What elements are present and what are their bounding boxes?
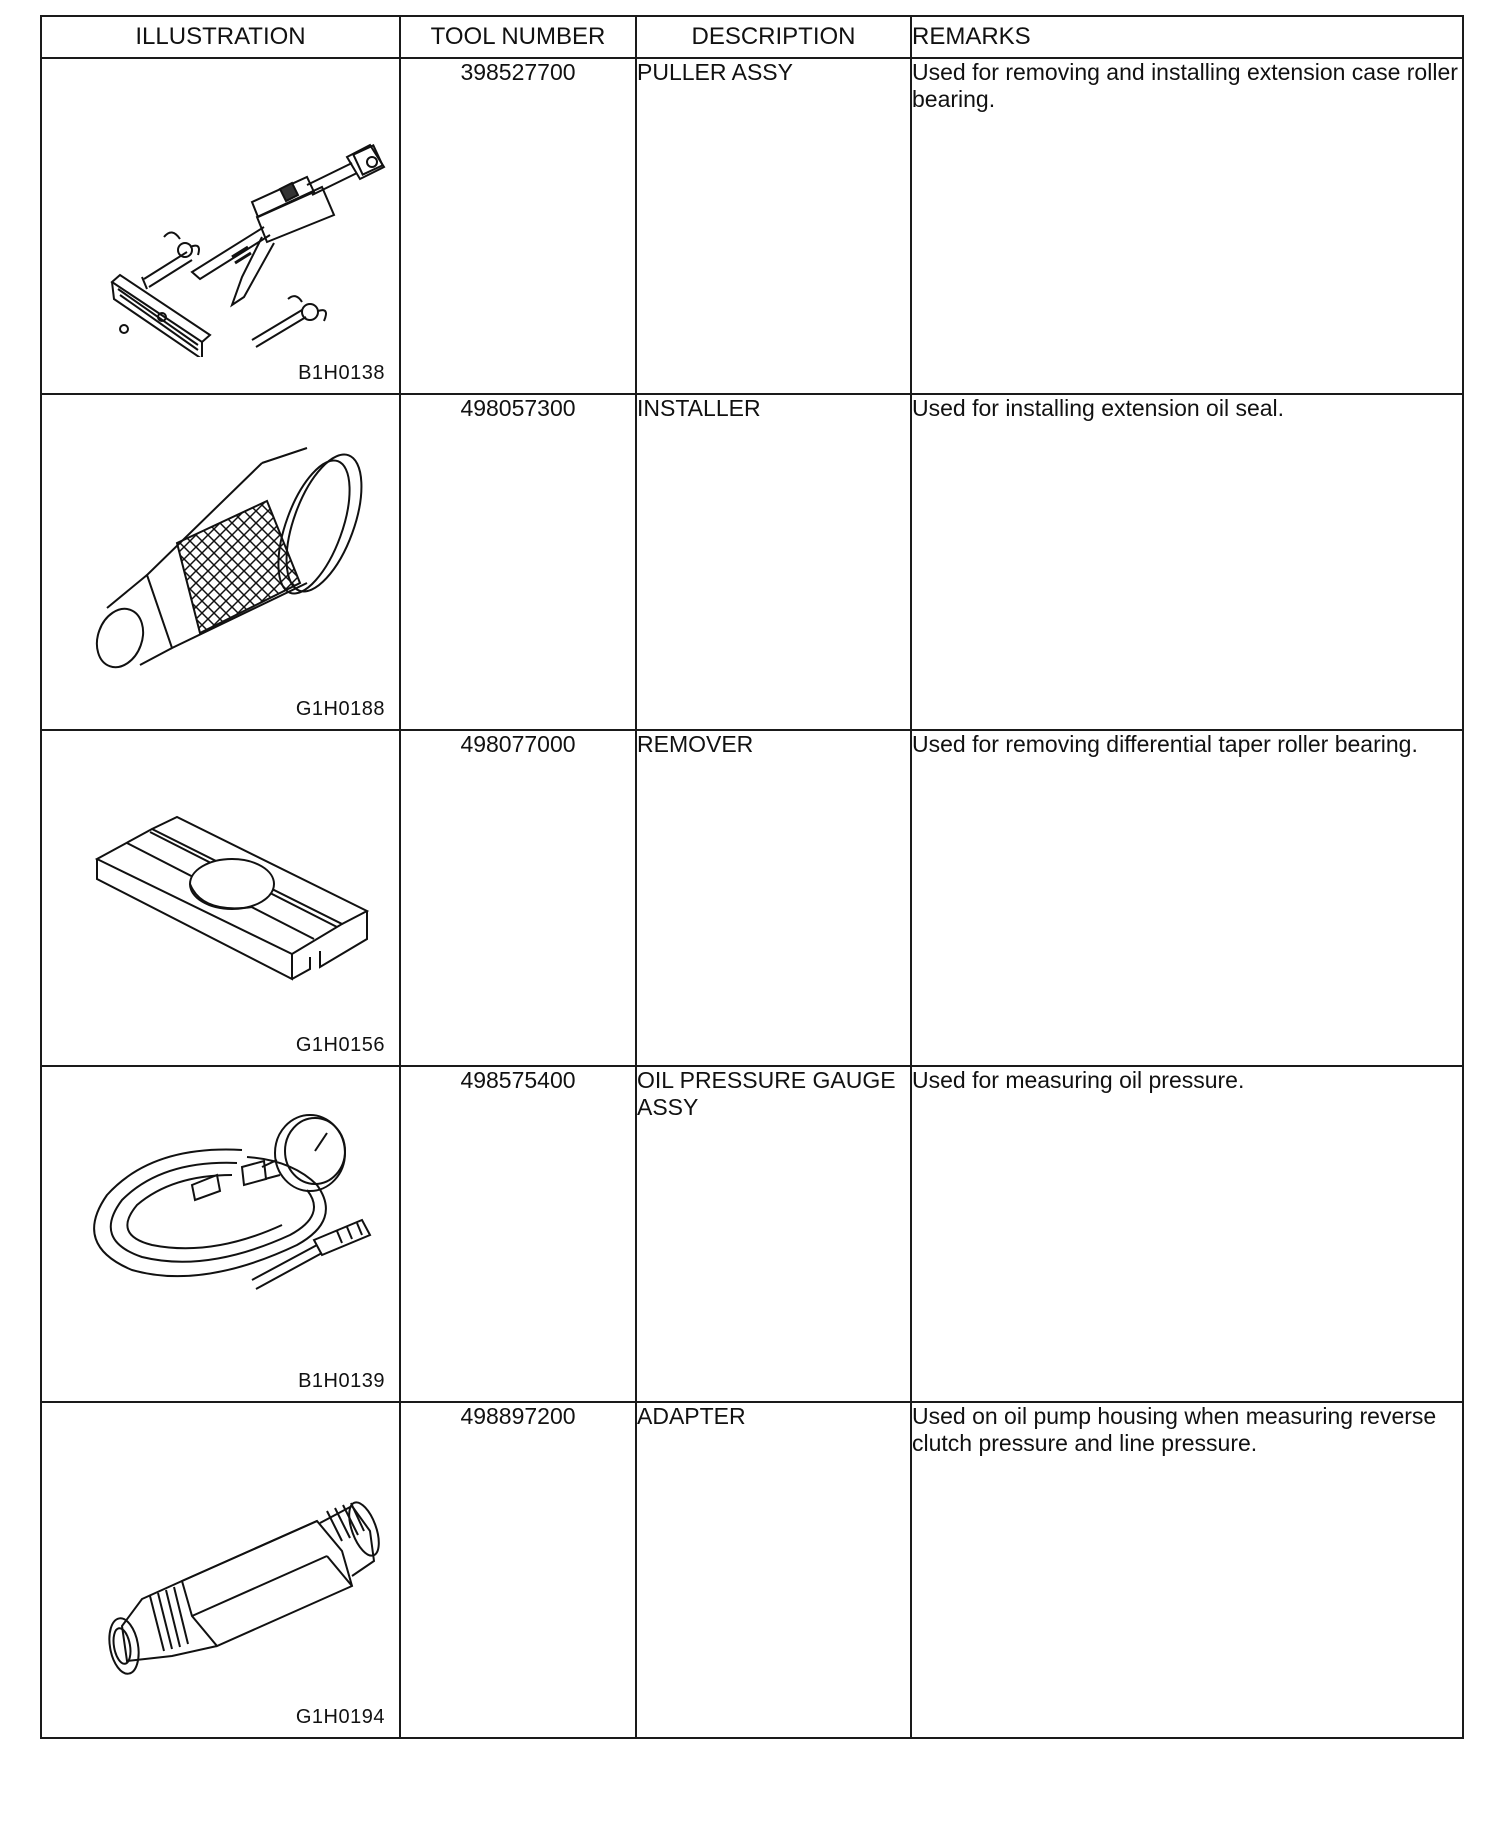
table-row (41, 58, 1463, 394)
tool-number: 498077000 (400, 730, 636, 1066)
illustration-cell (41, 58, 400, 394)
remarks: Used for installing extension oil seal. (911, 394, 1463, 730)
figure-code: G1H0156 (295, 1034, 385, 1056)
adapter-icon (52, 1411, 392, 1701)
table-row (41, 394, 1463, 730)
remarks: Used on oil pump housing when measuring reverse clutch pressure and line pressure. (911, 1402, 1463, 1738)
illustration-cell (41, 730, 400, 1066)
illustration-cell (41, 394, 400, 730)
figure-code: G1H0188 (295, 698, 385, 720)
header-remarks: REMARKS (911, 16, 1463, 58)
table-row (41, 730, 1463, 1066)
remarks: Used for removing and installing extension case roller bearing. (911, 58, 1463, 394)
header-description: DESCRIPTION (636, 16, 911, 58)
remover-icon (52, 739, 392, 1029)
puller-assy-icon (52, 67, 392, 357)
installer-icon (52, 403, 392, 693)
remarks: Used for removing differential taper roller bearing. (911, 730, 1463, 1066)
header-illustration: ILLUSTRATION (41, 16, 400, 58)
illustration-cell (41, 1402, 400, 1738)
header-row (41, 16, 1463, 58)
tool-number: 498575400 (400, 1066, 636, 1402)
table-row (41, 1066, 1463, 1402)
tool-number: 498897200 (400, 1402, 636, 1738)
description: INSTALLER (636, 394, 911, 730)
remarks: Used for measuring oil pressure. (911, 1066, 1463, 1402)
oil-pressure-gauge-icon (52, 1075, 392, 1365)
figure-code: B1H0139 (298, 1370, 385, 1392)
tool-number: 498057300 (400, 394, 636, 730)
description: OIL PRESSURE GAUGE ASSY (636, 1066, 911, 1402)
special-tools-table (40, 15, 1464, 1739)
tool-number: 398527700 (400, 58, 636, 394)
table-row (41, 1402, 1463, 1738)
figure-code: G1H0194 (295, 1706, 385, 1728)
figure-code: B1H0138 (298, 362, 385, 384)
description: REMOVER (636, 730, 911, 1066)
description: ADAPTER (636, 1402, 911, 1738)
header-tool-number: TOOL NUMBER (400, 16, 636, 58)
illustration-cell (41, 1066, 400, 1402)
description: PULLER ASSY (636, 58, 911, 394)
